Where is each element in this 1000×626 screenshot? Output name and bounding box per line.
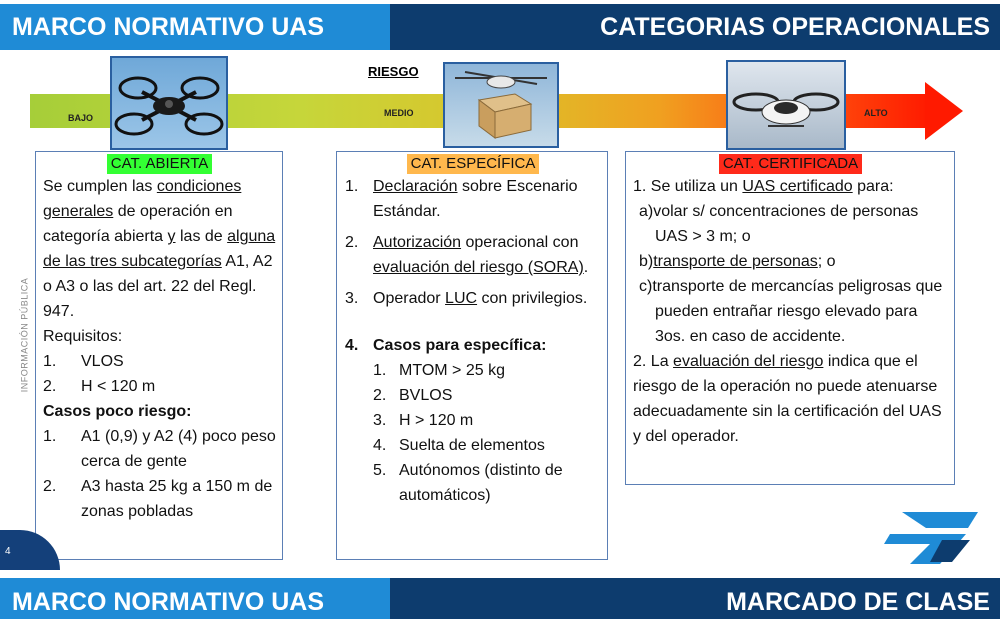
list-number: 2. [345, 234, 359, 251]
list-number: 3. [345, 290, 359, 307]
cat-abierta-title: CAT. ABIERTA [107, 154, 213, 174]
list-item [43, 474, 276, 524]
list-item [43, 349, 276, 374]
list-text: H > 120 m [399, 412, 474, 429]
abierta-text-3: de operación en categoría abierta [43, 203, 233, 245]
especifica-2-u2: evaluación del riesgo (SORA) [373, 259, 584, 276]
quadcopter-photo [110, 56, 228, 150]
list-item [373, 458, 601, 508]
risk-arrow-head [925, 82, 963, 140]
header-right-title: CATEGORIAS OPERACIONALES [390, 4, 1000, 50]
especifica-3-text: Operador [373, 290, 441, 307]
abierta-description [43, 174, 276, 324]
cat-certificada-title: CAT. CERTIFICADA [719, 154, 862, 174]
list-number: 1. [43, 353, 57, 370]
cat-certificada-box [625, 151, 955, 485]
page-number: 4 [5, 546, 11, 557]
abierta-text-4: y [167, 228, 176, 245]
certificada-2-end: indica que el riesgo de la operación no puede atenuarse adecuadamente sin la certificación del UAS y del operador. [633, 353, 942, 445]
risk-title: RIESGO [368, 64, 419, 79]
list-number: 2. [43, 378, 57, 395]
list-text: A3 hasta 25 kg a 150 m de zonas pobladas [81, 478, 273, 520]
certificada-item-b [633, 249, 948, 274]
header-left-title: MARCO NORMATIVO UAS [0, 4, 390, 50]
certificada-item-1 [633, 174, 948, 199]
especifica-2-u: Autorización [373, 234, 462, 251]
list-item [345, 230, 601, 280]
abierta-text-6: alguna de las tres subcategorías [43, 228, 276, 270]
especifica-3-u: LUC [445, 290, 478, 307]
certificada-2-text: 2. La [633, 353, 669, 370]
list-item [373, 383, 601, 408]
casos-especifica-heading: Casos para específica: [373, 337, 547, 354]
public-info-label: INFORMACIÓN PÚBLICA [19, 277, 30, 393]
cat-especifica-box [336, 151, 608, 560]
abierta-text-7: A1, A2 o A3 o las del art. 22 del Regl. 947. [43, 253, 273, 320]
requisitos-heading: Requisitos: [43, 328, 123, 345]
list-text: Suelta de elementos [399, 437, 545, 454]
especifica-3-end: con privilegios. [481, 290, 588, 307]
especifica-1-text: sobre Escenario Estándar. [373, 178, 578, 220]
list-number: 1. [373, 362, 387, 379]
list-item [373, 358, 601, 383]
list-item [43, 424, 276, 474]
list-item [345, 286, 601, 311]
certificada-1-end: para: [857, 178, 894, 195]
list-text: BVLOS [399, 387, 453, 404]
especifica-2-text: operacional con [465, 234, 579, 251]
certificada-item-a: a)volar s/ concentraciones de personas UAS > 3 m; o [639, 203, 919, 245]
certificada-1-text: 1. Se utiliza un [633, 178, 738, 195]
certificada-item-c: c)transporte de mercancías peligrosas que pueden entrañar riesgo elevado para 3os. en caso de accidente. [639, 278, 943, 345]
list-text [373, 286, 587, 311]
footer-left-title: MARCO NORMATIVO UAS [0, 578, 390, 619]
list-number: 2. [373, 387, 387, 404]
certificada-2-u: evaluación del riesgo [673, 353, 824, 370]
list-item [373, 433, 601, 458]
especifica-1-u: Declaración [373, 178, 458, 195]
abierta-text-5: las de [179, 228, 223, 245]
list-item [43, 374, 276, 399]
passenger-drone-photo [726, 60, 846, 150]
list-text [373, 174, 601, 224]
certificada-b-post: ; o [817, 253, 836, 270]
casos-poco-riesgo-heading: Casos poco riesgo: [43, 403, 192, 420]
casos-especifica-list [345, 358, 601, 508]
list-text: MTOM > 25 kg [399, 362, 505, 379]
list-item [345, 174, 601, 224]
especifica-2-end: . [583, 259, 589, 276]
certificada-1-u: UAS certificado [742, 178, 853, 195]
list-number: 4. [373, 437, 387, 454]
list-text: VLOS [81, 353, 124, 370]
organization-logo-icon [880, 506, 984, 568]
abierta-text-1: Se cumplen las [43, 178, 153, 195]
list-number: 5. [373, 462, 387, 479]
list-number: 3. [373, 412, 387, 429]
list-text [373, 230, 601, 280]
list-text: H < 120 m [81, 378, 156, 395]
abierta-text-2: condiciones generales [43, 178, 242, 220]
list-text: A1 (0,9) y A2 (4) poco peso cerca de gente [81, 428, 276, 470]
risk-high-label: ALTO [864, 108, 888, 118]
risk-low-label: BAJO [68, 113, 94, 123]
certificada-b-pre: b) [639, 253, 654, 270]
certificada-item-2 [633, 349, 948, 449]
list-item [345, 333, 601, 358]
list-number: 2. [43, 478, 57, 495]
list-number: 4. [345, 337, 359, 354]
cat-especifica-title: CAT. ESPECÍFICA [407, 154, 540, 174]
list-number: 1. [345, 178, 359, 195]
cat-abierta-box [35, 151, 283, 560]
certificada-b-u: transporte de personas [653, 253, 818, 270]
list-number: 1. [43, 428, 57, 445]
list-text: Autónomos (distinto de automáticos) [399, 462, 563, 504]
footer-right-title: MARCADO DE CLASE [390, 578, 1000, 619]
list-item [373, 408, 601, 433]
risk-mid-label: MEDIO [384, 108, 414, 118]
delivery-drone-photo [443, 62, 559, 148]
